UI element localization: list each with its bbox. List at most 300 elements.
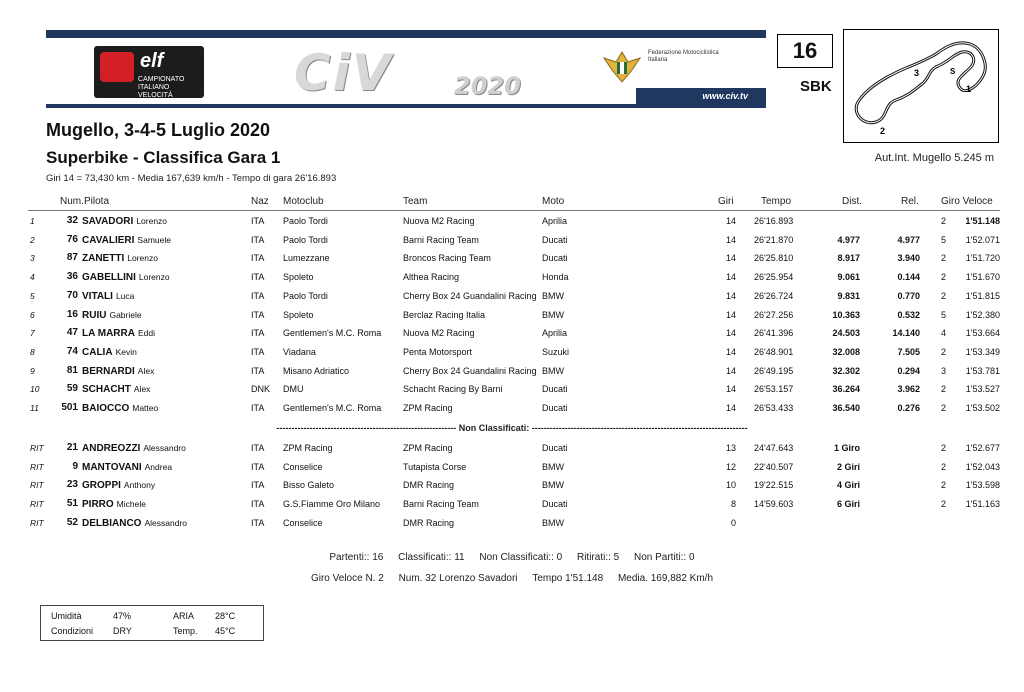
gap-cell: 6 Giri <box>836 499 860 510</box>
rider-name-cell <box>82 343 137 362</box>
track-map <box>843 29 999 143</box>
fastest-lap-media: Media. 169,882 Km/h <box>617 573 714 584</box>
team-cell: Penta Motorsport <box>403 346 473 357</box>
best-lap-time-cell: 1'51.163 <box>965 499 1000 510</box>
rider-number-cell: 87 <box>66 252 78 264</box>
rider-surname: CAVALIERI <box>82 234 135 246</box>
laps-cell: 14 <box>725 290 736 301</box>
rider-name-cell <box>82 231 171 250</box>
nation-cell: ITA <box>251 328 265 339</box>
position-cell: 9 <box>30 365 35 376</box>
motoclub-cell: ZPM Racing <box>283 443 333 453</box>
rider-name-cell <box>82 399 158 418</box>
laps-cell: 8 <box>730 499 736 510</box>
rider-firstname: Luca <box>115 290 135 301</box>
laps-cell: 12 <box>725 461 736 472</box>
bike-cell: Ducati <box>542 234 568 245</box>
best-lap-time-cell: 1'51.670 <box>965 272 1000 283</box>
rider-surname: MANTOVANI <box>82 461 142 473</box>
rider-name-cell <box>82 287 134 306</box>
fmi-eagle-icon <box>602 46 642 86</box>
position-cell: RIT <box>30 517 44 528</box>
bike-cell: Ducati <box>542 499 568 510</box>
rider-number-cell: 74 <box>66 345 78 357</box>
team-cell: Schacht Racing By Barni <box>403 384 503 395</box>
nation-cell: ITA <box>251 290 265 301</box>
fastest-lap-number: Giro Veloce N. 2 <box>310 573 384 584</box>
best-lap-number-cell: 5 <box>940 309 946 320</box>
gap-cell: 1 Giro <box>833 443 860 453</box>
track-layout-icon <box>844 30 997 141</box>
table-row <box>0 306 1024 324</box>
rider-firstname: Kevin <box>115 346 137 357</box>
best-lap-number-cell: 2 <box>940 216 946 226</box>
best-lap-time-cell: 1'53.502 <box>965 403 1000 413</box>
interval-cell: 0.144 <box>897 272 920 283</box>
svg-text:2: 2 <box>880 126 886 136</box>
summary-ritirati: Ritirati:: 5 <box>576 552 620 563</box>
gap-cell: 24.503 <box>832 328 860 339</box>
rider-number-cell: 23 <box>66 479 78 491</box>
time-cell: 26'16.893 <box>754 216 794 226</box>
rider-number-cell: 76 <box>66 233 78 245</box>
interval-cell: 0.770 <box>897 290 920 301</box>
race-number: 16 <box>777 34 833 68</box>
best-lap-time-cell: 1'51.720 <box>965 253 1000 264</box>
svg-text:1: 1 <box>966 84 972 94</box>
best-lap-number-cell: 2 <box>940 384 946 395</box>
conditions-value: DRY <box>113 626 132 636</box>
rider-surname: GROPPI <box>82 480 121 492</box>
col-dist: Dist. <box>842 196 862 207</box>
rider-surname: GABELLINI <box>82 272 136 284</box>
best-lap-time-cell: 1'52.677 <box>965 443 1000 453</box>
rider-number-cell: 70 <box>66 289 78 301</box>
motoclub-cell: Spoleto <box>283 272 314 283</box>
rider-firstname: Michele <box>116 499 146 510</box>
motoclub-cell: Misano Adriatico <box>283 365 350 376</box>
motoclub-cell: Spoleto <box>283 309 314 320</box>
bike-cell: Aprilia <box>542 216 568 226</box>
laps-cell: 13 <box>725 443 736 453</box>
best-lap-number-cell: 2 <box>940 346 946 357</box>
nation-cell: ITA <box>251 403 265 413</box>
laps-cell: 14 <box>725 365 736 376</box>
rider-number-cell: 81 <box>66 364 78 376</box>
time-cell: 24'47.643 <box>754 443 794 453</box>
bike-cell: Ducati <box>542 403 568 413</box>
best-lap-number-cell: 2 <box>940 461 946 472</box>
best-lap-number-cell: 4 <box>940 328 946 339</box>
fmi-text: Federazione Motociclistica Italiana <box>648 50 719 63</box>
interval-cell: 0.276 <box>897 403 920 413</box>
fastest-lap-time: Tempo 1'51.148 <box>532 573 604 584</box>
rider-surname: CALIA <box>82 346 113 358</box>
banner-bottom-stripe <box>46 104 766 108</box>
rider-number-cell: 32 <box>66 215 78 226</box>
best-lap-time-cell: 1'53.598 <box>965 480 1000 491</box>
bike-cell: BMW <box>542 461 564 472</box>
rider-firstname: Gabriele <box>109 309 142 320</box>
col-club: Motoclub <box>283 196 324 207</box>
bike-cell: BMW <box>542 480 564 491</box>
category-label: SBK <box>800 78 832 95</box>
nation-cell: ITA <box>251 216 265 226</box>
rider-number-cell: 59 <box>66 383 78 395</box>
rider-firstname: Alessandro <box>144 517 187 528</box>
civ-title: CiV <box>294 44 393 102</box>
table-row <box>0 324 1024 342</box>
bike-cell: BMW <box>542 290 564 301</box>
time-cell: 26'53.433 <box>754 403 794 413</box>
time-cell: 14'59.603 <box>754 499 794 510</box>
motoclub-cell: Paolo Tordi <box>283 216 328 226</box>
rider-surname: SAVADORI <box>82 216 134 227</box>
rider-name-cell <box>82 439 186 458</box>
table-row <box>0 476 1024 494</box>
col-time: Tempo <box>761 196 792 207</box>
gap-cell: 9.831 <box>837 290 860 301</box>
nation-cell: ITA <box>251 272 265 283</box>
rider-surname: SCHACHT <box>82 384 131 396</box>
table-row <box>0 458 1024 476</box>
table-row <box>0 249 1024 267</box>
table-row <box>0 268 1024 286</box>
table-row <box>0 362 1024 380</box>
summary-classificati: Classificati:: 11 <box>398 552 465 563</box>
rider-firstname: Alex <box>137 365 155 376</box>
website-url[interactable]: www.civ.tv <box>636 88 766 104</box>
col-moto: Moto <box>542 196 565 207</box>
bike-cell: BMW <box>542 309 564 320</box>
elf-logo-mark <box>100 52 134 82</box>
svg-text:3: 3 <box>914 68 920 78</box>
rider-surname: ZANETTI <box>82 253 125 265</box>
svg-text:S: S <box>950 67 956 76</box>
laps-cell: 14 <box>725 384 736 395</box>
rider-surname: PIRRO <box>82 499 114 511</box>
col-laps: Giri <box>718 196 734 207</box>
track-temp-label: Temp. <box>173 626 198 636</box>
team-cell: Barni Racing Team <box>403 499 479 510</box>
summary-partenti: Partenti:: 16 <box>329 552 384 563</box>
time-cell: 26'49.195 <box>754 365 794 376</box>
team-cell: Nuova M2 Racing <box>403 216 475 226</box>
best-lap-time-cell: 1'53.781 <box>965 365 1000 376</box>
laps-cell: 14 <box>725 346 736 357</box>
interval-cell: 0.532 <box>897 309 920 320</box>
bike-cell: Honda <box>542 272 569 283</box>
rider-number-cell: 47 <box>66 327 78 339</box>
nation-cell: DNK <box>251 384 271 395</box>
bike-cell: BMW <box>542 517 564 528</box>
position-cell: 6 <box>30 309 35 320</box>
gap-cell: 32.008 <box>832 346 860 357</box>
rider-firstname: Lorenzo <box>138 272 170 283</box>
motoclub-cell: Viadana <box>283 346 316 357</box>
time-cell: 26'25.954 <box>754 272 794 283</box>
best-lap-number-cell: 5 <box>940 234 946 245</box>
divider-dashes-left: ------------------------------------------------------------ <box>276 423 457 433</box>
rider-firstname: Alex <box>133 384 151 395</box>
summary-non-partiti: Non Partiti:: 0 <box>634 552 695 563</box>
rider-number-cell: 21 <box>66 442 78 453</box>
rider-name-cell <box>82 212 167 231</box>
time-cell: 26'25.810 <box>754 253 794 264</box>
nation-cell: ITA <box>251 253 265 264</box>
best-lap-number-cell: 2 <box>940 272 946 283</box>
position-cell: RIT <box>30 461 44 472</box>
best-lap-time-cell: 1'51.815 <box>965 290 1000 301</box>
position-cell: 5 <box>30 290 35 301</box>
team-cell: DMR Racing <box>403 517 455 528</box>
table-row <box>0 439 1024 457</box>
motoclub-cell: Gentlemen's M.C. Roma <box>283 328 382 339</box>
team-cell: ZPM Racing <box>403 403 453 413</box>
summary-counts <box>0 552 1024 563</box>
gap-cell: 4.977 <box>837 234 860 245</box>
gap-cell: 4 Giri <box>836 480 860 491</box>
humidity-label: Umidità <box>51 611 82 621</box>
time-cell: 26'27.256 <box>754 309 794 320</box>
divider-dashes-right: ------------------------------------------------------------------------ <box>531 423 748 433</box>
track-temp-value: 45°C <box>215 626 236 636</box>
rider-name-cell <box>82 495 146 514</box>
motoclub-cell: Paolo Tordi <box>283 234 328 245</box>
rider-firstname: Andrea <box>144 461 173 472</box>
rider-firstname: Lorenzo <box>127 253 158 264</box>
gap-cell: 8.917 <box>837 253 860 264</box>
elf-brand: elf <box>140 50 164 72</box>
rider-name-cell <box>82 514 187 533</box>
bike-cell: Aprilia <box>542 328 568 339</box>
rider-name-cell <box>82 268 170 287</box>
position-cell: 4 <box>30 272 35 283</box>
position-cell: 11 <box>30 403 39 413</box>
logo-line1: CAMPIONATO <box>138 76 185 83</box>
col-rel: Rel. <box>901 196 919 207</box>
rider-name-cell <box>82 362 154 381</box>
best-lap-number-cell: 2 <box>940 290 946 301</box>
non-classified-label: Non Classificati: <box>458 423 530 433</box>
team-cell: DMR Racing <box>403 480 455 491</box>
gap-cell: 9.061 <box>837 272 860 283</box>
table-row <box>0 514 1024 532</box>
interval-cell: 3.962 <box>897 384 920 395</box>
rider-name-cell <box>82 306 142 325</box>
rider-surname: RUIU <box>82 309 107 321</box>
event-subtitle: Superbike - Classifica Gara 1 <box>46 148 281 167</box>
position-cell: 3 <box>30 253 35 264</box>
rider-name-cell <box>82 380 150 399</box>
best-lap-number-cell: 3 <box>940 365 946 376</box>
rider-name-cell <box>82 476 155 495</box>
air-value: 28°C <box>215 611 236 621</box>
banner-top-stripe <box>46 30 766 38</box>
team-cell: Barni Racing Team <box>403 234 479 245</box>
interval-cell: 0.294 <box>897 365 920 376</box>
time-cell: 26'53.157 <box>754 384 794 395</box>
best-lap-number-cell: 2 <box>940 253 946 264</box>
best-lap-number-cell: 2 <box>940 403 946 413</box>
fastest-lap-summary <box>0 573 1024 584</box>
bike-cell: BMW <box>542 365 564 376</box>
best-lap-time-cell: 1'52.380 <box>965 309 1000 320</box>
table-row <box>0 399 1024 417</box>
team-cell: Cherry Box 24 Guandalini Racing <box>403 365 537 376</box>
position-cell: 1 <box>30 216 35 226</box>
event-title: Mugello, 3-4-5 Luglio 2020 <box>46 120 271 140</box>
position-cell: 7 <box>30 328 35 339</box>
laps-cell: 10 <box>725 480 736 491</box>
team-cell: ZPM Racing <box>403 443 453 453</box>
time-cell: 19'22.515 <box>754 480 794 491</box>
rider-number-cell: 16 <box>66 308 78 320</box>
air-label: ARIA <box>173 611 195 621</box>
time-cell: 26'21.870 <box>754 234 794 245</box>
team-cell: Tutapista Corse <box>403 461 467 472</box>
laps-cell: 0 <box>730 517 736 528</box>
col-team: Team <box>403 196 428 207</box>
time-cell: 26'41.396 <box>754 328 794 339</box>
best-lap-number-cell: 2 <box>940 443 946 453</box>
team-cell: Cherry Box 24 Guandalini Racing <box>403 290 537 301</box>
header-divider <box>28 210 1000 211</box>
position-cell: 8 <box>30 346 35 357</box>
rider-name-cell <box>82 324 155 343</box>
rider-firstname: Samuele <box>137 234 171 245</box>
header-banner <box>46 30 766 108</box>
nation-cell: ITA <box>251 517 265 528</box>
rider-firstname: Anthony <box>123 480 156 491</box>
logo-subtitle <box>138 76 202 100</box>
best-lap-time-cell: 1'53.349 <box>965 346 1000 357</box>
nation-cell: ITA <box>251 499 265 510</box>
table-row <box>0 495 1024 513</box>
bike-cell: Suzuki <box>542 346 570 357</box>
best-lap-time-cell: 1'52.071 <box>965 234 1000 245</box>
track-name: Aut.Int. Mugello 5.245 m <box>874 152 994 164</box>
team-cell: Althea Racing <box>403 272 460 283</box>
nation-cell: ITA <box>251 480 265 491</box>
motoclub-cell: Conselice <box>283 461 323 472</box>
team-cell: Berclaz Racing Italia <box>403 309 486 320</box>
rider-firstname: Alessandro <box>143 443 186 453</box>
bike-cell: Ducati <box>542 443 568 453</box>
best-lap-time-cell: 1'51.148 <box>965 216 1000 226</box>
best-lap-number-cell: 2 <box>940 499 946 510</box>
rider-firstname: Matteo <box>132 403 159 413</box>
best-lap-time-cell: 1'53.527 <box>965 384 1000 395</box>
nation-cell: ITA <box>251 365 265 376</box>
laps-cell: 14 <box>725 253 736 264</box>
rider-number-cell: 52 <box>66 516 78 528</box>
table-row <box>0 287 1024 305</box>
motoclub-cell: Paolo Tordi <box>283 290 328 301</box>
best-lap-time-cell: 1'52.043 <box>965 461 1000 472</box>
rider-number-cell: 501 <box>61 402 78 413</box>
gap-cell: 10.363 <box>832 309 860 320</box>
time-cell: 26'26.724 <box>754 290 794 301</box>
interval-cell: 3.940 <box>897 253 920 264</box>
interval-cell: 4.977 <box>897 234 920 245</box>
rider-number-cell: 36 <box>66 271 78 283</box>
rider-surname: ANDREOZZI <box>82 443 141 454</box>
bike-cell: Ducati <box>542 384 568 395</box>
col-nat: Naz <box>251 196 269 207</box>
best-lap-number-cell: 2 <box>940 480 946 491</box>
bike-cell: Ducati <box>542 253 568 264</box>
laps-cell: 14 <box>725 309 736 320</box>
laps-cell: 14 <box>725 216 736 226</box>
nation-cell: ITA <box>251 346 265 357</box>
table-row <box>0 380 1024 398</box>
nation-cell: ITA <box>251 461 265 472</box>
table-row <box>0 231 1024 249</box>
logo-line2: ITALIANO VELOCITÀ <box>138 84 173 99</box>
nation-cell: ITA <box>251 309 265 320</box>
fastest-lap-pilot: Num. 32 Lorenzo Savadori <box>398 573 518 584</box>
event-info: Giri 14 = 73,430 km - Media 167,639 km/h - Tempo di gara 26'16.893 <box>46 173 337 184</box>
position-cell: RIT <box>30 499 44 510</box>
table-row <box>0 212 1024 230</box>
rider-number-cell: 9 <box>72 460 78 472</box>
rider-surname: BERNARDI <box>82 365 135 377</box>
gap-cell: 36.540 <box>832 403 860 413</box>
laps-cell: 14 <box>725 403 736 413</box>
nation-cell: ITA <box>251 234 265 245</box>
time-cell: 22'40.507 <box>754 461 794 472</box>
rider-firstname: Eddi <box>137 328 155 339</box>
rider-name-cell <box>82 249 158 268</box>
non-classified-divider <box>0 423 1024 433</box>
laps-cell: 14 <box>725 234 736 245</box>
interval-cell: 7.505 <box>897 346 920 357</box>
team-cell: Broncos Racing Team <box>403 253 491 264</box>
motoclub-cell: G.S.Fiamme Oro Milano <box>283 499 381 510</box>
motoclub-cell: DMU <box>283 384 304 395</box>
position-cell: 2 <box>30 234 35 245</box>
gap-cell: 2 Giri <box>836 461 860 472</box>
rider-surname: VITALI <box>82 290 113 302</box>
position-cell: RIT <box>30 480 44 491</box>
motoclub-cell: Lumezzane <box>283 253 330 264</box>
position-cell: RIT <box>30 443 44 453</box>
time-cell: 26'48.901 <box>754 346 794 357</box>
table-row <box>0 343 1024 361</box>
rider-surname: DELBIANCO <box>82 517 142 529</box>
motoclub-cell: Bisso Galeto <box>283 480 335 491</box>
humidity-value: 47% <box>113 611 132 621</box>
team-cell: Nuova M2 Racing <box>403 328 475 339</box>
rider-firstname: Lorenzo <box>136 216 168 226</box>
best-lap-time-cell: 1'53.664 <box>965 328 1000 339</box>
civ-elf-logo <box>94 46 204 98</box>
laps-cell: 14 <box>725 328 736 339</box>
rider-name-cell <box>82 458 172 477</box>
interval-cell: 14.140 <box>892 328 920 339</box>
weather-box <box>40 605 264 641</box>
civ-year: 2020 <box>454 72 521 100</box>
gap-cell: 36.264 <box>832 384 860 395</box>
rider-surname: LA MARRA <box>82 328 135 340</box>
motoclub-cell: Conselice <box>283 517 323 528</box>
rider-number-cell: 51 <box>66 498 78 510</box>
rider-surname: BAIOCCO <box>82 403 130 414</box>
col-best: Giro Veloce <box>941 196 993 207</box>
laps-cell: 14 <box>725 272 736 283</box>
motoclub-cell: Gentlemen's M.C. Roma <box>283 403 382 413</box>
